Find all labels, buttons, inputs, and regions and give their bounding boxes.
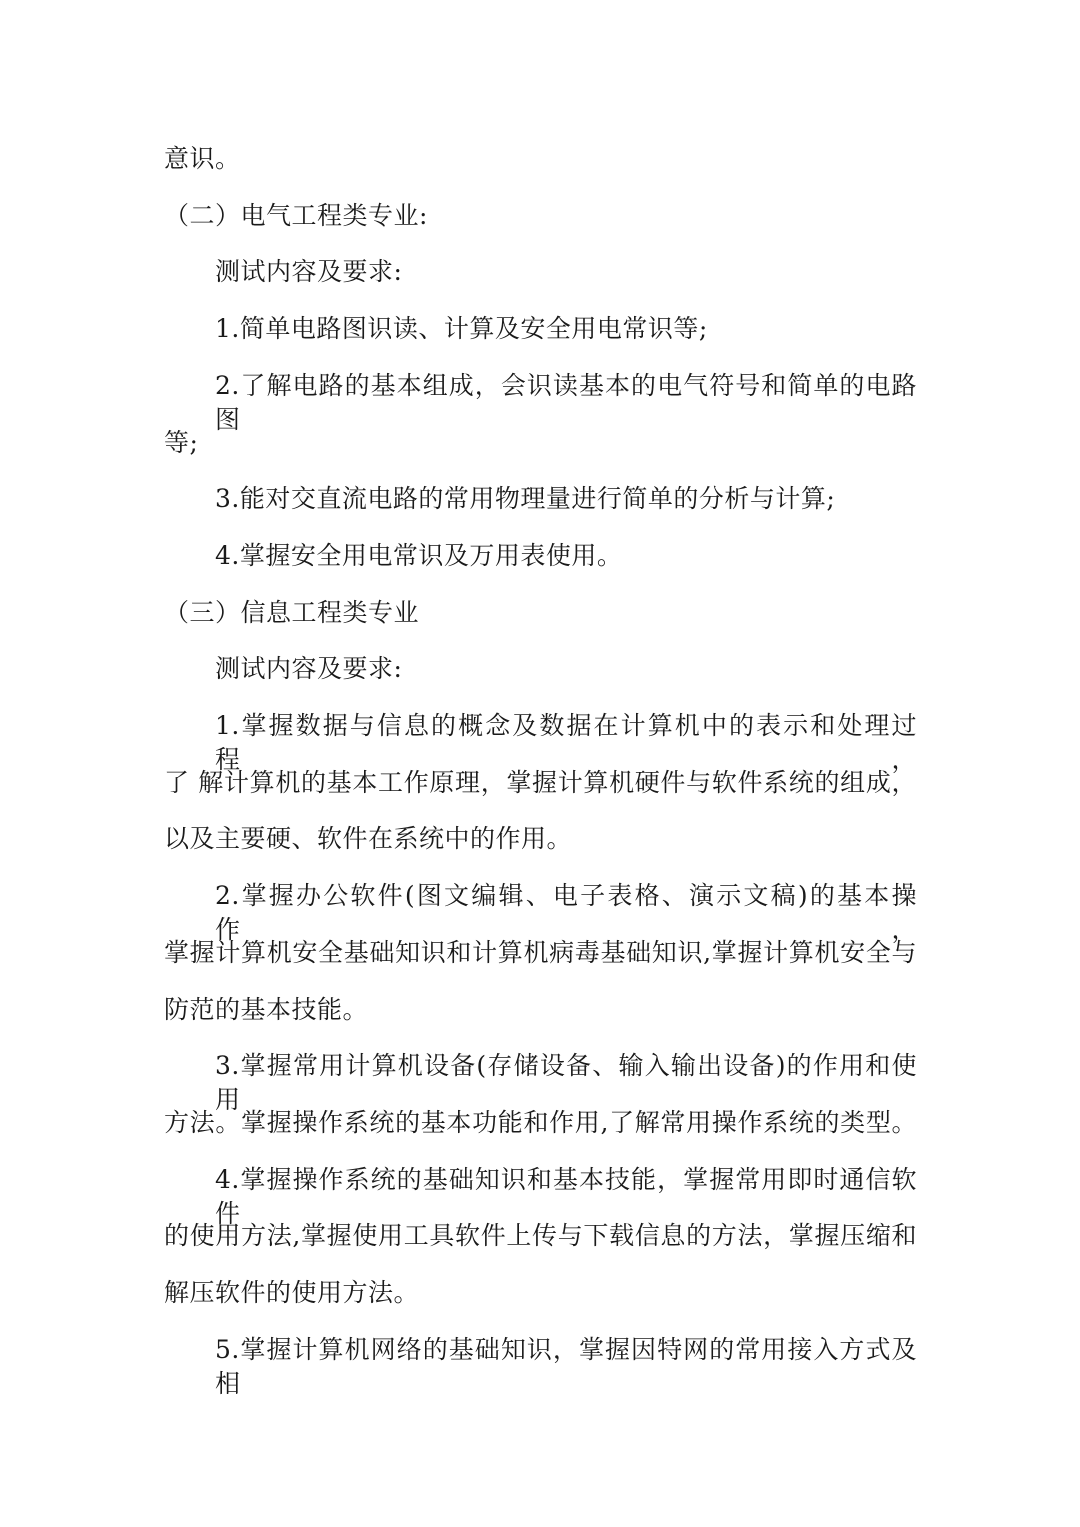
subheading-test-content: 测试内容及要求:: [215, 257, 403, 286]
list-item-information-1: 1.掌握数据与信息的概念及数据在计算机中的表示和处理过程，: [215, 711, 917, 774]
text-line-continuation: 解压软件的使用方法。: [164, 1278, 420, 1307]
section-heading-electrical: （二）电气工程类专业:: [164, 201, 428, 230]
text-line-continuation: 以及主要硬、软件在系统中的作用。: [164, 824, 573, 853]
list-item-electrical-1: 1.简单电路图识读、计算及安全用电常识等;: [215, 314, 708, 343]
list-item-information-3: 3.掌握常用计算机设备(存储设备、输入输出设备)的作用和使用: [215, 1051, 917, 1114]
list-item-information-5: 5.掌握计算机网络的基础知识，掌握因特网的常用接入方式及相: [215, 1335, 917, 1398]
text-line-continuation: 等;: [164, 428, 199, 457]
list-item-information-4: 4.掌握操作系统的基础知识和基本技能，掌握常用即时通信软件: [215, 1165, 917, 1228]
text-line-continuation: 的使用方法,掌握使用工具软件上传与下载信息的方法，掌握压缩和: [164, 1221, 917, 1250]
list-item-electrical-3: 3.能对交直流电路的常用物理量进行简单的分析与计算;: [215, 484, 836, 513]
list-item-electrical-4: 4.掌握安全用电常识及万用表使用。: [215, 541, 623, 570]
text-line-1: 意识。: [164, 144, 241, 173]
text-line-continuation: 掌握计算机安全基础知识和计算机病毒基础知识,掌握计算机安全与: [164, 938, 917, 967]
list-item-electrical-2: 2.了解电路的基本组成，会识读基本的电气符号和简单的电路图: [215, 371, 917, 434]
text-line-continuation: 了 解计算机的基本工作原理，掌握计算机硬件与软件系统的组成，: [164, 768, 917, 797]
text-line-continuation: 方法。掌握操作系统的基本功能和作用,了解常用操作系统的类型。: [164, 1108, 917, 1137]
subheading-test-content: 测试内容及要求:: [215, 654, 403, 683]
list-item-information-2: 2.掌握办公软件(图文编辑、电子表格、演示文稿)的基本操作，: [215, 881, 917, 944]
text-line-continuation: 防范的基本技能。: [164, 995, 369, 1024]
section-heading-information: （三）信息工程类专业: [164, 598, 420, 627]
